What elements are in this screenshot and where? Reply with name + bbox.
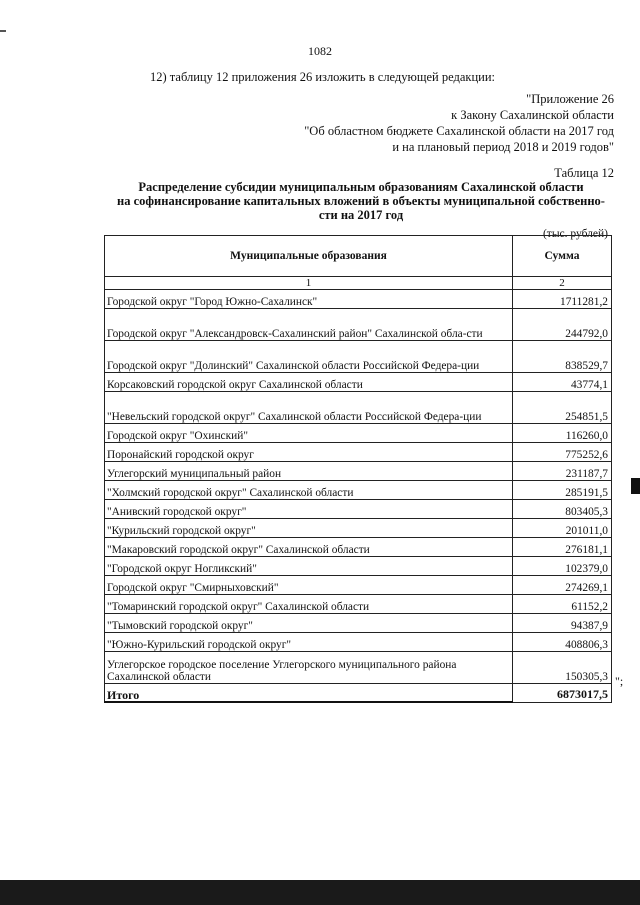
municipality-name: Углегорский муниципальный район (105, 462, 513, 481)
table-row (105, 595, 612, 614)
subsidy-sum: 150305,3 (513, 652, 612, 684)
table-row (105, 462, 612, 481)
table-row (105, 392, 612, 424)
table-row (105, 341, 612, 373)
municipality-name: Городской округ "Александровск-Сахалинский район" Сахалинской обла-сти (105, 309, 513, 341)
table-row (105, 633, 612, 652)
total-label: Итого (105, 684, 513, 703)
table-row (105, 614, 612, 633)
subsidy-sum: 201011,0 (513, 519, 612, 538)
closing-quote-mark: "; (615, 674, 624, 688)
subsidy-sum: 61152,2 (513, 595, 612, 614)
table-row (105, 538, 612, 557)
column-number: 1 (105, 277, 513, 290)
table-row (105, 500, 612, 519)
municipality-name: "Тымовский городской округ" (105, 614, 513, 633)
annex-reference (304, 91, 614, 155)
subsidy-sum: 803405,3 (513, 500, 612, 519)
municipality-name: Городской округ "Долинский" Сахалинской области Российской Федера-ции (105, 341, 513, 373)
subsidy-sum: 244792,0 (513, 309, 612, 341)
subsidy-table (104, 235, 612, 703)
annex-line: "Об областном бюджете Сахалинской области на 2017 год (304, 124, 614, 138)
title-line: сти на 2017 год (318, 208, 404, 222)
total-sum: 6873017,5 (513, 684, 612, 703)
amendment-instruction: 12) таблицу 12 приложения 26 изложить в следующей редакции: (150, 70, 496, 84)
table-row (105, 424, 612, 443)
scan-edge-tick (0, 30, 6, 32)
municipality-name: "Курильский городской округ" (105, 519, 513, 538)
municipality-name: Городской округ "Смирныховский" (105, 576, 513, 595)
subsidy-sum: 102379,0 (513, 557, 612, 576)
municipality-name: "Макаровский городской округ" Сахалинской области (105, 538, 513, 557)
table-row (105, 557, 612, 576)
municipality-name: "Южно-Курильский городской округ" (105, 633, 513, 652)
page-number: 1082 (308, 44, 332, 58)
title-line: на софинансирование капитальных вложений в объекты муниципальной собственно- (117, 194, 605, 208)
table-row (105, 309, 612, 341)
subsidy-sum: 285191,5 (513, 481, 612, 500)
table-row (105, 443, 612, 462)
subsidy-sum: 408806,3 (513, 633, 612, 652)
municipality-name: "Невельский городской округ" Сахалинской области Российской Федера-ции (105, 392, 513, 424)
table-row (105, 576, 612, 595)
municipality-name: Поронайский городской округ (105, 443, 513, 462)
column-number: 2 (513, 277, 612, 290)
municipality-name: "Холмский городской округ" Сахалинской области (105, 481, 513, 500)
municipality-name: "Томаринский городской округ" Сахалинской области (105, 595, 513, 614)
scan-bottom-band (0, 880, 640, 905)
table-number: Таблица 12 (554, 166, 614, 180)
subsidy-sum: 43774,1 (513, 373, 612, 392)
table-row (105, 481, 612, 500)
column-number-row (105, 277, 612, 290)
subsidy-sum: 116260,0 (513, 424, 612, 443)
annex-line: "Приложение 26 (526, 92, 614, 106)
title-line: Распределение субсидии муниципальным образованиям Сахалинской области (138, 180, 584, 194)
municipality-name: "Анивский городской округ" (105, 500, 513, 519)
subsidy-sum: 276181,1 (513, 538, 612, 557)
municipality-name: Городской округ "Город Южно-Сахалинск" (105, 290, 513, 309)
table-row (105, 290, 612, 309)
municipality-name: Углегорское городское поселение Углегорского муниципального района Сахалинской области (105, 652, 513, 684)
subsidy-sum: 274269,1 (513, 576, 612, 595)
municipality-name: "Городской округ Ногликский" (105, 557, 513, 576)
column-header-sum: Сумма (513, 236, 612, 277)
table-header-row (105, 236, 612, 277)
subsidy-sum: 1711281,2 (513, 290, 612, 309)
table-row (105, 519, 612, 538)
table-row (105, 373, 612, 392)
subsidy-sum: 838529,7 (513, 341, 612, 373)
table-row (105, 652, 612, 684)
total-row (105, 684, 612, 703)
municipality-name: Корсаковский городской округ Сахалинской области (105, 373, 513, 392)
units-label: (тыс. рублей) (542, 228, 608, 240)
subsidy-sum: 775252,6 (513, 443, 612, 462)
subsidy-sum: 231187,7 (513, 462, 612, 481)
municipality-name: Городской округ "Охинский" (105, 424, 513, 443)
table-title (108, 180, 614, 222)
column-header-municipality: Муниципальные образования (105, 236, 513, 277)
subsidy-sum: 254851,5 (513, 392, 612, 424)
subsidy-sum: 94387,9 (513, 614, 612, 633)
annex-line: и на плановый период 2018 и 2019 годов" (392, 140, 614, 154)
annex-line: к Закону Сахалинской области (451, 108, 614, 122)
scan-margin-mark (631, 478, 640, 494)
